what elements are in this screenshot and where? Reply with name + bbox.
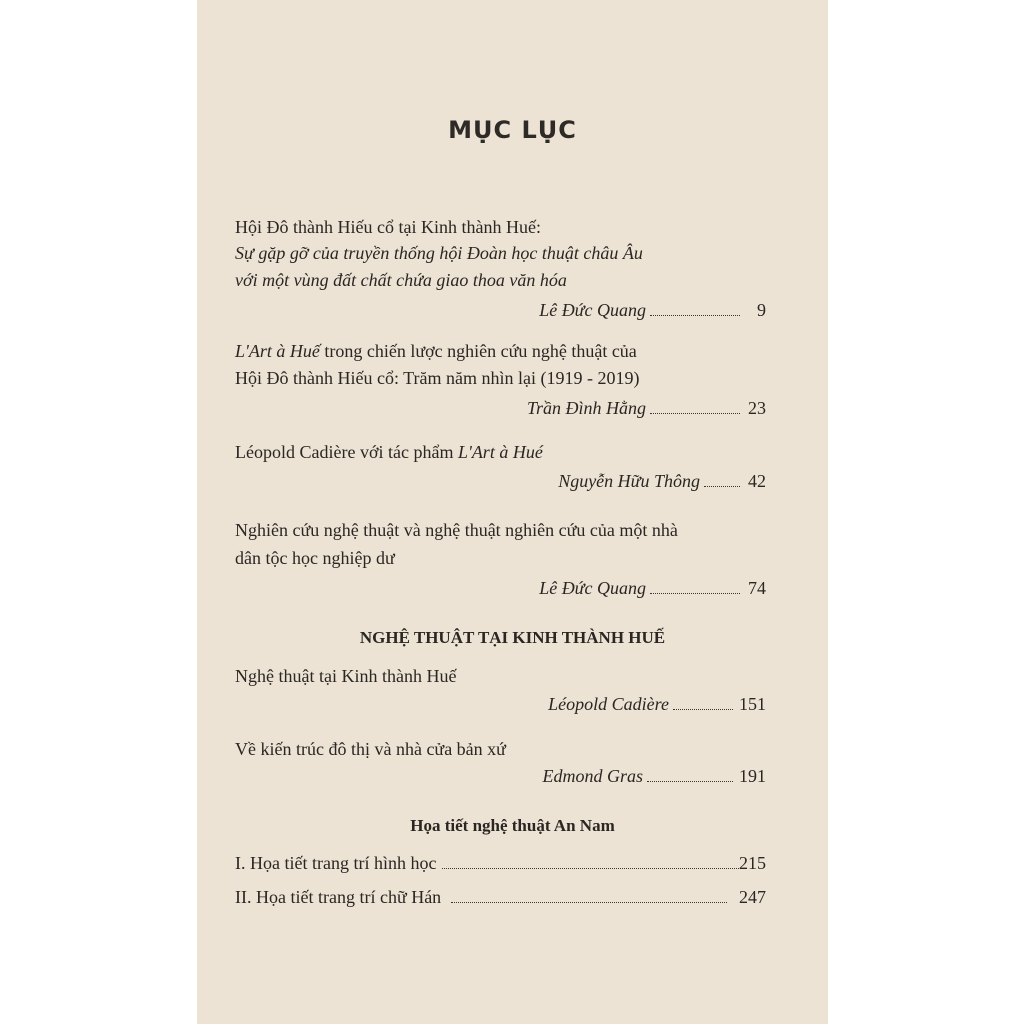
section1-entry-2-author-row (206, 764, 766, 788)
entry-2-author-row (206, 396, 766, 420)
leader-dots (704, 485, 740, 487)
entry-1-author-row (206, 298, 766, 322)
section2-entry-1-page: 215 (739, 853, 766, 873)
section1-entry-2-author: Edmond Gras (542, 766, 643, 786)
section-heading-1: NGHỆ THUẬT TẠI KINH THÀNH HUẾ (359, 628, 666, 647)
leader-dots (650, 314, 740, 316)
entry-3-page: 42 (748, 471, 766, 491)
section2-entry-1 (235, 851, 766, 875)
entry-4-line-1: Nghiên cứu nghệ thuật và nghệ thuật nghiên cứu của một nhà (235, 520, 678, 540)
entry-4-page: 74 (748, 578, 766, 598)
leader-dots (673, 708, 733, 710)
entry-2-line-1-rest: trong chiến lược nghiên cứu nghệ thuật của (319, 341, 637, 361)
entry-1-page: 9 (757, 300, 766, 320)
leader-dots (451, 901, 727, 903)
entry-3-author-row (206, 469, 766, 493)
entry-2-line-1 (235, 339, 637, 363)
leader-dots (647, 780, 733, 782)
section1-entry-1-page: 151 (739, 694, 766, 714)
section2-entry-2 (235, 885, 766, 909)
section1-entry-1-author: Léopold Cadière (548, 694, 669, 714)
section2-entry-1-title: I. Họa tiết trang trí hình học (235, 853, 437, 873)
page-title: MỤC LỤC (448, 116, 577, 144)
entry-3-line-1-plain: Léopold Cadière với tác phẩm (235, 442, 458, 462)
entry-2-line-2: Hội Đô thành Hiếu cổ: Trăm năm nhìn lại (1919 - 2019) (235, 368, 640, 388)
entry-1-line-2: Sự gặp gỡ của truyền thống hội Đoàn học thuật châu Âu (235, 243, 643, 263)
entry-1-line-3: với một vùng đất chất chứa giao thoa văn hóa (235, 270, 567, 290)
entry-3-line-1-italic: L'Art à Hué (457, 442, 543, 462)
section1-entry-1-author-row (206, 692, 766, 716)
entry-4-line-2: dân tộc học nghiệp dư (235, 548, 395, 568)
leader-dots (650, 592, 740, 594)
entry-3-line-1 (235, 440, 543, 464)
entry-2-line-1-italic: L'Art à Huế (235, 341, 320, 361)
section1-entry-2-title: Về kiến trúc đô thị và nhà cửa bản xứ (235, 739, 506, 759)
section2-entry-2-page: 247 (739, 887, 766, 907)
leader-dots (650, 412, 740, 414)
entry-4-author: Lê Đức Quang (539, 578, 646, 598)
entry-2-author: Trần Đình Hằng (526, 398, 646, 418)
section1-entry-2-page: 191 (739, 766, 766, 786)
leader-dots (442, 867, 739, 869)
section2-entry-2-title: II. Họa tiết trang trí chữ Hán (235, 887, 442, 907)
book-page (197, 0, 828, 1024)
section-heading-2: Họa tiết nghệ thuật An Nam (410, 816, 615, 835)
entry-4-author-row (206, 576, 766, 600)
entry-1-author: Lê Đức Quang (539, 300, 646, 320)
entry-3-author: Nguyễn Hữu Thông (558, 471, 700, 491)
section1-entry-1-title: Nghệ thuật tại Kinh thành Huế (235, 666, 457, 686)
entry-2-page: 23 (748, 398, 766, 418)
entry-1-line-1: Hội Đô thành Hiếu cổ tại Kinh thành Huế: (235, 217, 541, 237)
